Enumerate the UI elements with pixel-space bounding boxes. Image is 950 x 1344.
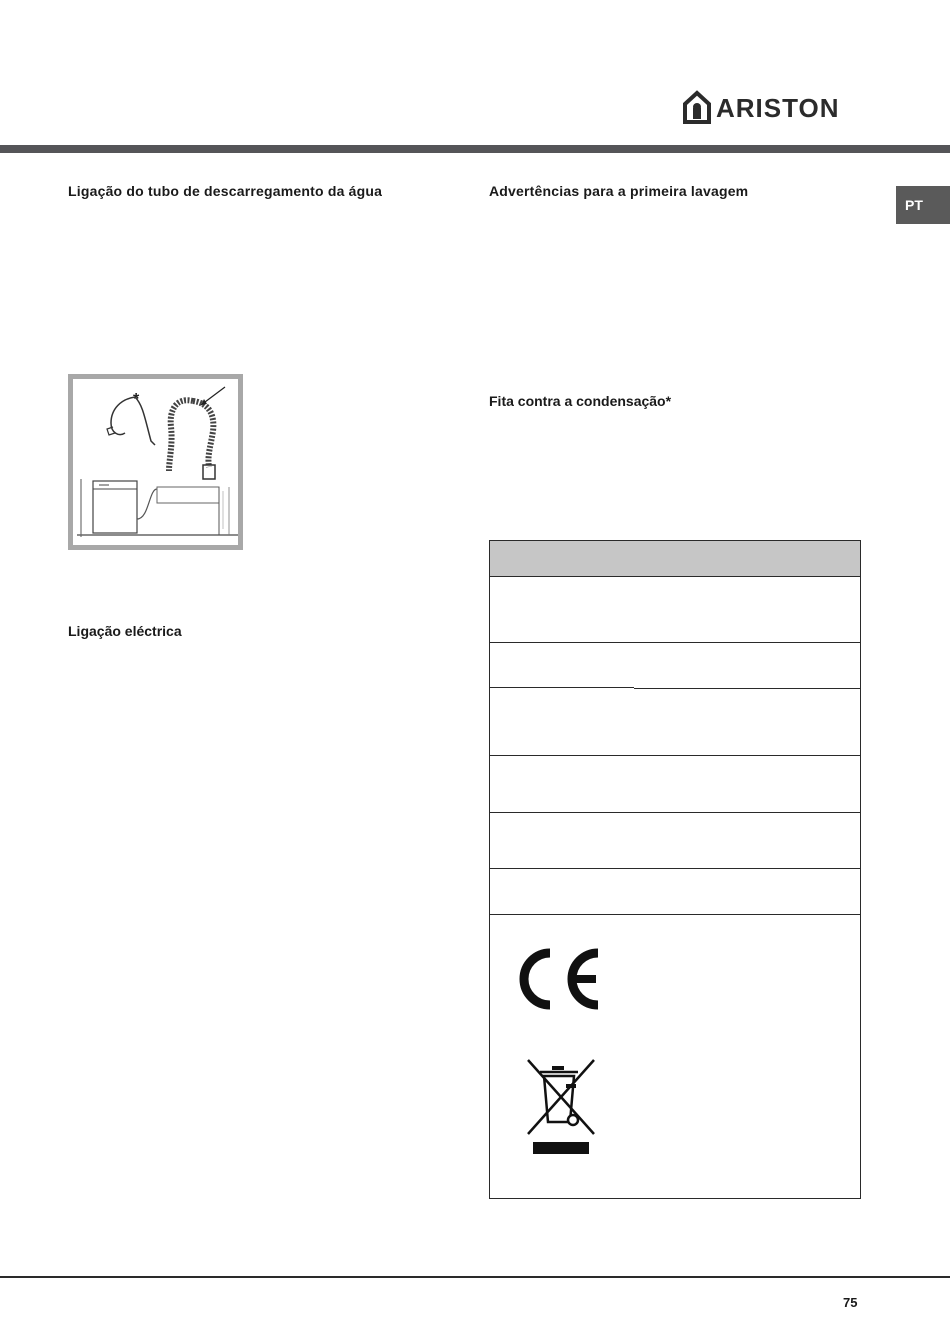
table-row-divider [490,755,860,756]
ce-mark-icon [516,947,602,1011]
weee-bin-icon [526,1058,596,1156]
heading-electrical: Ligação eléctrica [68,623,182,639]
heading-drain-hose: Ligação do tubo de descarregamento da água [68,183,383,199]
heading-first-wash: Advertências para a primeira lavagem [489,183,749,199]
header-rule [0,145,950,153]
drain-hose-illustration [73,379,238,545]
footer-rule [0,1276,950,1278]
figure-asterisk: * [133,391,140,408]
technical-data-table [489,540,861,1199]
table-row-divider [490,642,860,643]
table-header [490,541,860,577]
sink-icon [157,487,219,503]
drain-hose-icon [169,400,193,471]
ariston-logo [682,90,866,126]
page-number: 75 [843,1295,858,1310]
language-tab[interactable]: PT [896,186,950,224]
table-row-divider [490,868,860,869]
hose-hook-icon [111,397,135,435]
drain-hose-figure [68,374,243,550]
table-row-divider [490,914,860,915]
brand-name: ARISTON [716,93,840,123]
heading-condensation-strip: Fita contra a condensação* [489,393,672,409]
table-row-divider [490,687,634,688]
table-row-divider [490,812,860,813]
table-row-divider [634,688,860,689]
house-logo-icon [682,90,712,124]
